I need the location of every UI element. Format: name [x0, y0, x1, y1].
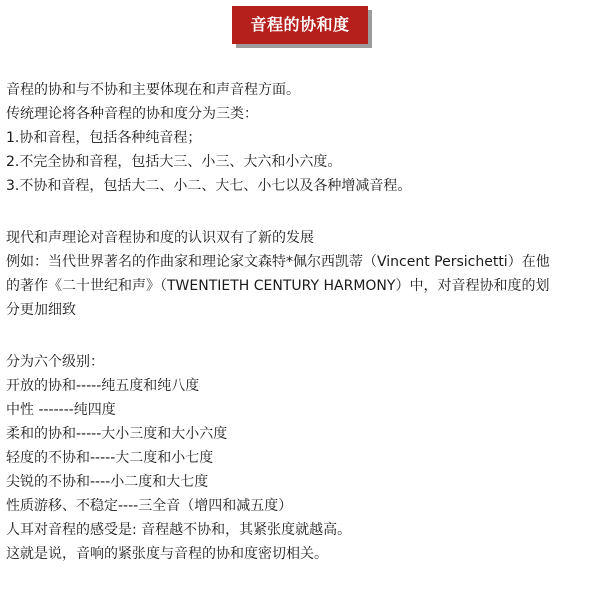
article-body	[6, 78, 596, 566]
list-item: 柔和的协和-----大小三度和大小六度	[6, 426, 228, 442]
list-item: 尖锐的不协和----小二度和大七度	[6, 474, 209, 490]
page-title: 音程的协和度	[232, 6, 368, 44]
list-item: 性质游移、不稳定----三全音（增四和减五度）	[6, 498, 293, 514]
text-line: 人耳对音程的感受是: 音程越不协和，其紧张度就越高。	[6, 522, 352, 538]
text-line: 3.不协和音程，包括大二、小二、大七、小七以及各种增减音程。	[6, 178, 412, 194]
list-item: 开放的协和-----纯五度和纯八度	[6, 378, 200, 394]
text-line: 分为六个级别：	[6, 354, 104, 370]
intro-section	[6, 78, 596, 198]
modern-section	[6, 226, 596, 322]
text-line: 现代和声理论对音程协和度的认识双有了新的发展	[6, 230, 314, 246]
text-line: 的著作《二十世纪和声》（TWENTIETH CENTURY HARMONY）中，对音程协和度的划	[6, 278, 550, 294]
paragraph-gap	[6, 198, 596, 222]
levels-section	[6, 350, 596, 566]
text-line: 1.协和音程，包括各种纯音程；	[6, 130, 202, 146]
text-line: 传统理论将各种音程的协和度分为三类：	[6, 106, 258, 122]
text-line: 这就是说，音响的紧张度与音程的协和度密切相关。	[6, 546, 328, 562]
list-item: 轻度的不协和-----大二度和小七度	[6, 450, 214, 466]
paragraph-gap	[6, 322, 596, 346]
text-line: 2.不完全协和音程，包括大三、小三、大六和小六度。	[6, 154, 342, 170]
title-banner	[0, 0, 600, 56]
text-line: 分更加细致	[6, 302, 76, 318]
text-line: 音程的协和与不协和主要体现在和声音程方面。	[6, 82, 300, 98]
list-item: 中性 -------纯四度	[6, 402, 116, 418]
text-line: 例如：当代世界著名的作曲家和理论家文森特*佩尔西凯蒂（Vincent Persichetti）在他	[6, 254, 550, 270]
